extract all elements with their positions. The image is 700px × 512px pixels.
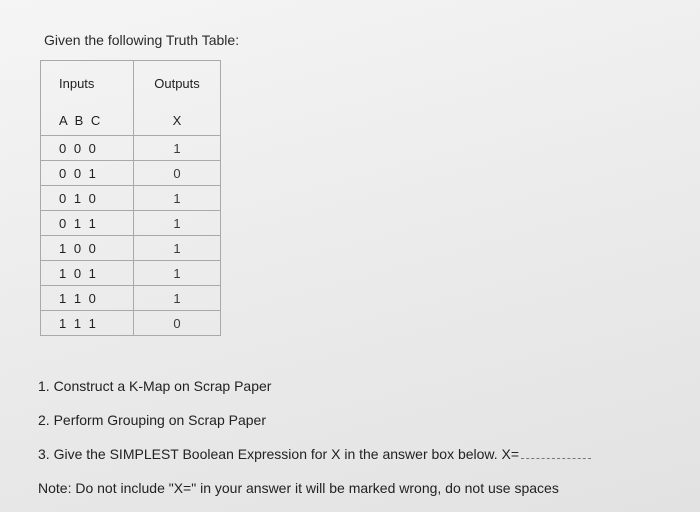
table-row (41, 186, 221, 211)
output-cell: 1 (134, 136, 221, 161)
table-row (41, 161, 221, 186)
input-cell: 0 1 1 (41, 211, 134, 236)
input-cell: 1 1 1 (41, 311, 134, 336)
instruction-expression (38, 444, 591, 478)
output-cell: 1 (134, 236, 221, 261)
input-cell: 0 0 1 (41, 161, 134, 186)
instruction-kmap: 1. Construct a K-Map on Scrap Paper (38, 378, 272, 394)
truth-table (40, 60, 221, 336)
table-row (41, 211, 221, 236)
instruction-note: Note: Do not include "X=" in your answer it will be marked wrong, do not use spaces (38, 480, 559, 496)
instruction-expression-text: 3. Give the SIMPLEST Boolean Expression for X in the answer box below. X= (38, 446, 520, 462)
table-row (41, 136, 221, 161)
table-row (41, 236, 221, 261)
input-cell: 1 0 1 (41, 261, 134, 286)
inputs-subheader: A B C (41, 105, 134, 136)
output-cell: 0 (134, 161, 221, 186)
outputs-header: Outputs (134, 61, 221, 106)
page-title: Given the following Truth Table: (44, 32, 240, 48)
output-cell: 0 (134, 311, 221, 336)
instructions-list (38, 376, 591, 512)
input-cell: 0 1 0 (41, 186, 134, 211)
input-cell: 1 0 0 (41, 236, 134, 261)
table-row (41, 311, 221, 336)
answer-blank (521, 448, 591, 459)
table-row (41, 286, 221, 311)
input-cell: 1 1 0 (41, 286, 134, 311)
instruction-grouping: 2. Perform Grouping on Scrap Paper (38, 412, 267, 428)
output-cell: 1 (134, 286, 221, 311)
inputs-header: Inputs (41, 61, 134, 106)
output-cell: 1 (134, 211, 221, 236)
input-cell: 0 0 0 (41, 136, 134, 161)
outputs-subheader: X (134, 105, 221, 136)
output-cell: 1 (134, 186, 221, 211)
output-cell: 1 (134, 261, 221, 286)
table-row (41, 261, 221, 286)
